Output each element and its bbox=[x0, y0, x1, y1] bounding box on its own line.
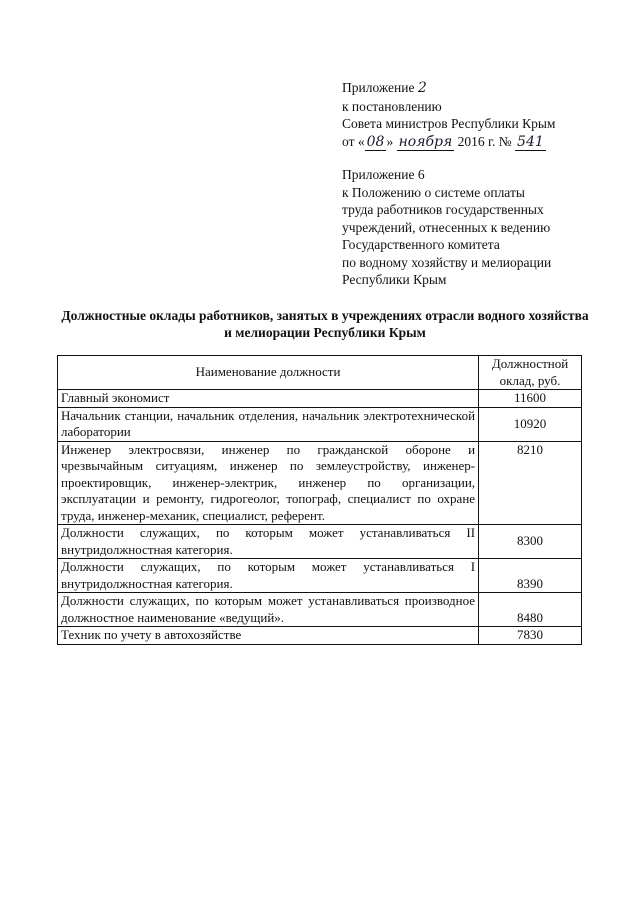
date-line bbox=[342, 133, 555, 151]
position-cell: Должности служащих, по которым может устанавливаться I внутридолжностная категория. bbox=[58, 559, 479, 593]
table-row bbox=[58, 593, 582, 627]
salary-cell: 8300 bbox=[479, 525, 582, 559]
salary-cell: 11600 bbox=[479, 390, 582, 408]
date-month-handwritten: ноября bbox=[398, 133, 453, 150]
date-prefix: от « bbox=[342, 133, 365, 149]
appendix-number-handwritten: 2 bbox=[417, 80, 427, 96]
table-row bbox=[58, 627, 582, 645]
position-cell: Начальник станции, начальник отделения, начальник электротехнической лаборатории bbox=[58, 407, 479, 441]
salary-cell: 8210 bbox=[479, 441, 582, 525]
table-row bbox=[58, 407, 582, 441]
salary-cell: 8390 bbox=[479, 559, 582, 593]
appendix-2-header bbox=[342, 79, 555, 151]
header-salary: Должностной оклад, руб. bbox=[479, 356, 582, 390]
date-year: 2016 г. № bbox=[457, 133, 512, 149]
appendix6-line: учреждений, отнесенных к ведению bbox=[342, 219, 551, 235]
appendix-line bbox=[342, 79, 555, 98]
table-header-row bbox=[58, 356, 582, 390]
position-cell: Техник по учету в автохозяйстве bbox=[58, 627, 479, 645]
header-position: Наименование должности bbox=[58, 356, 479, 390]
salary-table bbox=[57, 355, 582, 645]
table-row bbox=[58, 559, 582, 593]
appendix6-line: к Положению о системе оплаты bbox=[342, 184, 525, 200]
position-cell: Должности служащих, по которым может устанавливаться II внутридолжностная категория. bbox=[58, 525, 479, 559]
appendix6-line: Республики Крым bbox=[342, 272, 447, 287]
date-mid: » bbox=[386, 133, 394, 149]
salary-cell: 8480 bbox=[479, 593, 582, 627]
document-title: Должностные оклады работников, занятых в учреждениях отрасли водного хозяйства и мелиорации Республики Крым bbox=[61, 308, 589, 340]
date-day-handwritten: 08 bbox=[366, 133, 385, 150]
table-row bbox=[58, 525, 582, 559]
position-cell: Должности служащих, по которым может устанавливаться производное должностное наименование «ведущий». bbox=[58, 593, 479, 627]
appendix6-line: по водному хозяйству и мелиорации bbox=[342, 254, 552, 270]
appendix-6-header bbox=[342, 166, 551, 289]
appendix6-line: труда работников государственных bbox=[342, 202, 544, 217]
appendix6-line: Государственного комитета bbox=[342, 237, 500, 252]
salary-cell: 10920 bbox=[479, 407, 582, 441]
position-cell: Главный экономист bbox=[58, 390, 479, 408]
table-row bbox=[58, 441, 582, 525]
appendix-label: Приложение bbox=[342, 80, 415, 95]
position-cell: Инженер электросвязи, инженер по гражданской обороне и чрезвычайным ситуациям, инженер по землеустройству, инженер-проектировщик, инженер-электрик, инженер по организации, эксплуатации и ремонту, гидрогеолог, топограф, специалист по охране труда, инженер-механик, специалист, референт. bbox=[58, 441, 479, 525]
table-row bbox=[58, 390, 582, 408]
decree-number-handwritten: 541 bbox=[517, 133, 544, 150]
header-line-3: Совета министров Республики Крым bbox=[342, 116, 556, 131]
header-line-2: к постановлению bbox=[342, 98, 442, 114]
salary-cell: 7830 bbox=[479, 627, 582, 645]
appendix6-line: Приложение 6 bbox=[342, 167, 425, 182]
